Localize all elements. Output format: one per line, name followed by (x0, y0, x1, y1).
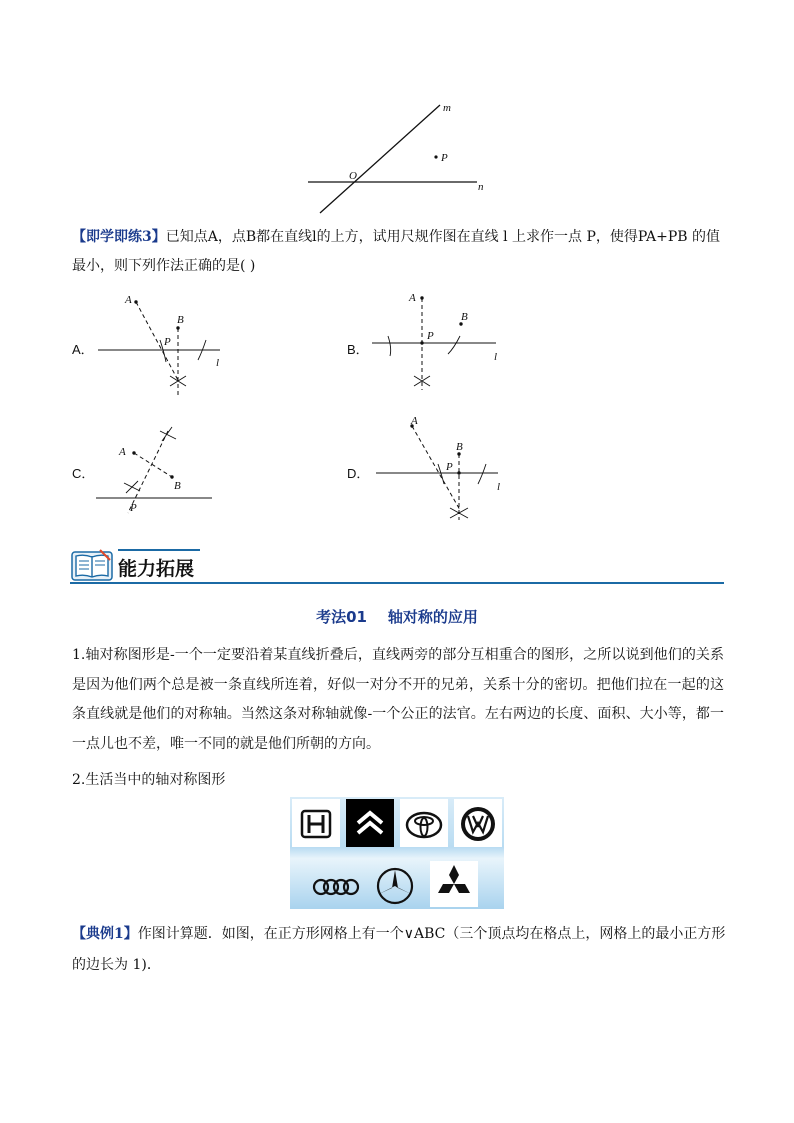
method-heading: 考法01 轴对称的应用 (316, 608, 478, 626)
label-b: B (461, 311, 468, 323)
example1-line1 (72, 921, 732, 948)
mercedes-logo (372, 861, 418, 907)
option-b-figure (368, 290, 518, 400)
label-p: P (441, 152, 448, 164)
point-b-dot (170, 475, 173, 478)
figure-lines-m-n (300, 100, 500, 220)
point-p-dot (434, 155, 437, 158)
exercise3-line2 (72, 253, 732, 280)
arc-right (478, 464, 486, 484)
option-c-figure (92, 425, 222, 517)
option-c-label[interactable]: C． (72, 466, 95, 481)
option-a-figure (92, 290, 252, 400)
point-p-dot (420, 341, 423, 344)
arc-right (448, 336, 460, 354)
example1-text2: 的边长为 1)． (72, 957, 161, 973)
option-b-label[interactable]: B． (347, 342, 369, 357)
label-n: n (478, 181, 484, 193)
point-a-dot (420, 296, 423, 299)
option-a-label[interactable]: A． (72, 342, 94, 357)
arc-left (438, 464, 444, 484)
example1-tag: 【典例1】 (72, 926, 138, 942)
dashed-a-to-image (412, 426, 460, 510)
toyota-logo (400, 799, 448, 847)
option-d-label[interactable]: D． (347, 466, 370, 481)
exercise3-tag: 【即学即练3】 (72, 229, 166, 245)
label-l: l (497, 481, 501, 493)
label-a: A (125, 294, 132, 306)
label-b: B (177, 314, 184, 326)
mitsubishi-logo (430, 861, 478, 907)
exercise3-text2: 最小，则下列作法正确的是( ) (72, 258, 256, 274)
section-divider (70, 582, 724, 584)
section-title: 能力拓展 (118, 558, 195, 580)
honda-logo (292, 799, 340, 847)
label-b: B (174, 480, 181, 492)
dashed-ab-bisector (128, 431, 168, 513)
paragraph-2: 2.生活当中的轴对称图形 (72, 772, 226, 788)
section-top-accent (118, 549, 200, 551)
label-p: P (427, 330, 434, 342)
example1-line2 (72, 952, 732, 979)
dashed-a-to-b (134, 453, 172, 477)
example1-text1: 作图计算题．如图，在正方形网格上有一个∨ABC（三个顶点均在格点上，网格上的最小正方形 (137, 926, 726, 942)
point-b-dot (176, 326, 179, 329)
point-p-dot (457, 471, 460, 474)
arc-cross (450, 508, 468, 518)
label-m: m (443, 102, 451, 114)
line-m (320, 105, 440, 213)
point-a-dot (132, 451, 135, 454)
label-p: P (446, 461, 453, 473)
paragraph-1: 1.轴对称图形是-一个一定要沿着某直线折叠后，直线两旁的部分互相重合的图形，之所以说到他们的关系是因为他们两个总是被一条直线所连着，好似一对分不开的兄弟，关系十分的密切。把他们拉在一起的这条直线就是他们的对称轴。当然这条对称轴就像-一个公正的法官。左右两边的长度、面积、大小等，都一一点儿也不差，唯一不同的就是他们所朝的方向。 (72, 647, 724, 752)
arc-cross-top (160, 427, 176, 441)
label-a: A (409, 292, 416, 304)
label-p: P (130, 502, 137, 514)
exercise3-line1 (72, 224, 732, 251)
label-a: A (411, 415, 418, 427)
car-logos-image (290, 797, 504, 909)
label-l: l (494, 351, 498, 363)
book-icon (70, 548, 114, 582)
arc-cross-bottom (124, 481, 140, 493)
label-b: B (456, 441, 463, 453)
label-p: P (164, 336, 171, 348)
arc-left (388, 336, 391, 356)
exercise3-text1: 已知点A，点B都在直线l的上方，试用尺规作图在直线 l 上求作一点 P，使得PA+PB 的值 (165, 229, 721, 245)
point-a-dot (134, 300, 137, 303)
option-d-figure (368, 414, 518, 524)
label-o: O (349, 170, 357, 182)
volkswagen-logo (454, 799, 502, 847)
dashed-a-to-image (136, 302, 179, 382)
label-l: l (216, 357, 220, 369)
citroen-logo (346, 799, 394, 847)
audi-logo (310, 863, 362, 907)
label-a: A (119, 446, 126, 458)
